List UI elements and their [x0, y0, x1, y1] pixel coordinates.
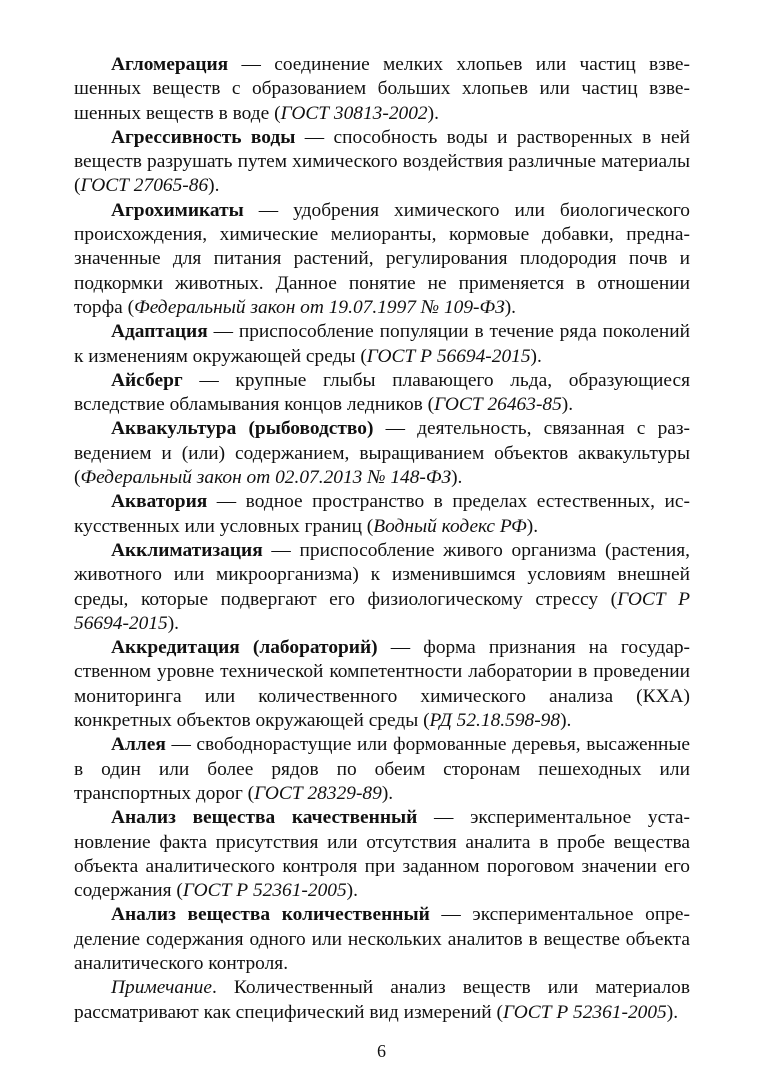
source-reference: Федеральный закон от 02.07.2013 № 148-ФЗ [80, 467, 452, 489]
definition: деятельность, связанная с разведением и (или) содержанием, выращиванием объектов аквакультуры ( [74, 418, 691, 489]
definition: удобрения химического или биологического происхождения, химические мелиоранты, кормовые добавки, предназначенные для питания растений, регулирования плодородия почв и подкормки животных. Данное понятие не применяется в отношении торфа ( [74, 199, 690, 318]
term: Адаптация [111, 321, 208, 343]
source-reference: ГОСТ 30813-2002 [280, 102, 428, 124]
source-reference: ГОСТ Р 56694-2015 [74, 588, 690, 634]
source-reference: Водный кодекс РФ [373, 515, 527, 537]
term: Акклиматизация [111, 539, 263, 561]
term: Агрохимикаты [111, 199, 244, 221]
term: Анализ вещества количественный [111, 904, 430, 926]
note-label: Примечание [111, 977, 212, 999]
term: Анализ вещества качественный [111, 807, 418, 829]
definition: приспособление живого организма (растения, животного или микроорганизма) к изменившимся условиям внешней среды, которые подвергают его физиологическому стрессу ( [74, 539, 690, 610]
source-reference: ГОСТ 28329-89 [254, 782, 382, 804]
document-page [74, 53, 690, 1025]
term: Агломерация [111, 54, 229, 75]
source-reference: Федеральный закон от 19.07.1997 № 109-ФЗ [134, 296, 505, 318]
definition: водное пространство в пределах естественных, искусственных или условных границ ( [74, 491, 690, 537]
term: Аллея [111, 734, 166, 756]
definition: приспособление популяции в течение ряда поколений к изменениям окружающей среды ( [74, 321, 690, 367]
source-reference: ГОСТ 27065-86 [80, 175, 209, 197]
glossary-entry-aysberg: Айсберг — крупные глыбы плавающего льда, образующиеся вследствие обламывания концов ледников (ГОСТ 26463-85). [74, 369, 690, 416]
source-reference: ГОСТ 26463-85 [434, 394, 562, 416]
term: Аккредитация (лабораторий) [111, 637, 378, 659]
source-reference: РД 52.18.598-98 [429, 710, 561, 732]
definition: крупные глыбы плавающего льда, образующиеся вследствие обламывания концов ледников ( [74, 369, 690, 416]
glossary-entry-agressivnost-vody: Агрессивность воды — способность воды и растворенных в ней веществ разрушать путем химического воздействия различные материалы (ГОСТ 27065-86). [74, 126, 690, 197]
note-text: . Количественный анализ веществ или материалов рассматривают как специфический вид измерений ( [74, 977, 690, 1023]
definition: свободнорастущие или формованные деревья, высаженные в один или более рядов по обеим сторонам пешеходных или транспортных дорог ( [74, 734, 691, 804]
source-reference: ГОСТ Р 52361-2005 [182, 880, 347, 902]
glossary-entry-adaptatsiya: Адаптация — приспособление популяции в течение ряда поколений к изменениям окружающей среды (ГОСТ Р 56694-2015). [74, 321, 690, 367]
glossary-entry-akvakultura: Аквакультура (рыбоводство) — деятельность, связанная с разведением и (или) содержанием, выращиванием объектов аквакультуры (Федеральный закон от 02.07.2013 № 148-ФЗ). [74, 418, 691, 489]
term: Акватория [111, 491, 208, 513]
glossary-entry-analiz-kachestvenny: Анализ вещества качественный — экспериментальное установление факта присутствия или отсутствия аналита в пробе вещества объекта аналитического контроля при заданном пороговом значении его содержания (ГОСТ Р 52361-2005). [74, 807, 690, 902]
glossary-entry-akvatoriya: Акватория — водное пространство в пределах естественных, искусственных или условных границ (Водный кодекс РФ). [74, 491, 690, 537]
source-reference: ГОСТ Р 52361-2005 [502, 1001, 667, 1023]
definition: соединение мелких хлопьев или частиц взвешенных веществ с образованием больших хлопьев или частиц взвешенных веществ в воде ( [74, 54, 690, 124]
glossary-entry-akkreditatsiya: Аккредитация (лабораторий) — форма признания на государственном уровне технической компетентности лаборатории в проведении мониторинга или количественного химического анализа (КХА) конкретных объектов окружающей среды (РД 52.18.598-98). [74, 637, 690, 732]
note-paragraph: Примечание. Количественный анализ веществ или материалов рассматривают как специфический вид измерений (ГОСТ Р 52361-2005). [74, 977, 690, 1023]
definition: экспериментальное определение содержания одного или нескольких аналитов в веществе объекта аналитического контроля. [74, 904, 690, 974]
term: Айсберг [111, 369, 183, 391]
definition: способность воды и растворенных в ней веществ разрушать путем химического воздействия различные материалы ( [74, 126, 690, 197]
glossary-entry-analiz-kolichestvenny: Анализ вещества количественный — экспериментальное определение содержания одного или нескольких аналитов в веществе объекта аналитического контроля. [74, 904, 690, 974]
glossary-entry-aglomeratsiya: Агломерация — соединение мелких хлопьев или частиц взвешенных веществ с образованием больших хлопьев или частиц взвешенных веществ в воде (ГОСТ 30813-2002). [74, 54, 690, 124]
term: Агрессивность воды [111, 126, 296, 148]
glossary-entry-akklimatizatsiya: Акклиматизация — приспособление живого организма (растения, животного или микроорганизма) к изменившимся условиям внешней среды, которые подвергают его физиологическому стрессу (ГОСТ Р 56694-2015). [74, 539, 690, 634]
source-reference: ГОСТ Р 56694-2015 [366, 345, 531, 367]
page-number: 6 [377, 1041, 386, 1061]
definition: форма признания на государственном уровне технической компетентности лаборатории в проведении мониторинга или количественного химического анализа (КХА) конкретных объектов окружающей среды ( [74, 637, 690, 732]
definition: экспериментальное установление факта присутствия или отсутствия аналита в пробе вещества объекта аналитического контроля при заданном пороговом значении его содержания ( [74, 807, 690, 902]
glossary-entry-agrokhimikaty: Агрохимикаты — удобрения химического или биологического происхождения, химические мелиоранты, кормовые добавки, предназначенные для питания растений, регулирования плодородия почв и подкормки животных. Данное понятие не применяется в отношении торфа (Федеральный закон от 19.07.1997 № 109-ФЗ). [74, 199, 690, 318]
term: Аквакультура (рыбоводство) [111, 418, 374, 440]
glossary-entry-alleya: Аллея — свободнорастущие или формованные деревья, высаженные в один или более рядов по обеим сторонам пешеходных или транспортных дорог (ГОСТ 28329-89). [74, 734, 691, 804]
